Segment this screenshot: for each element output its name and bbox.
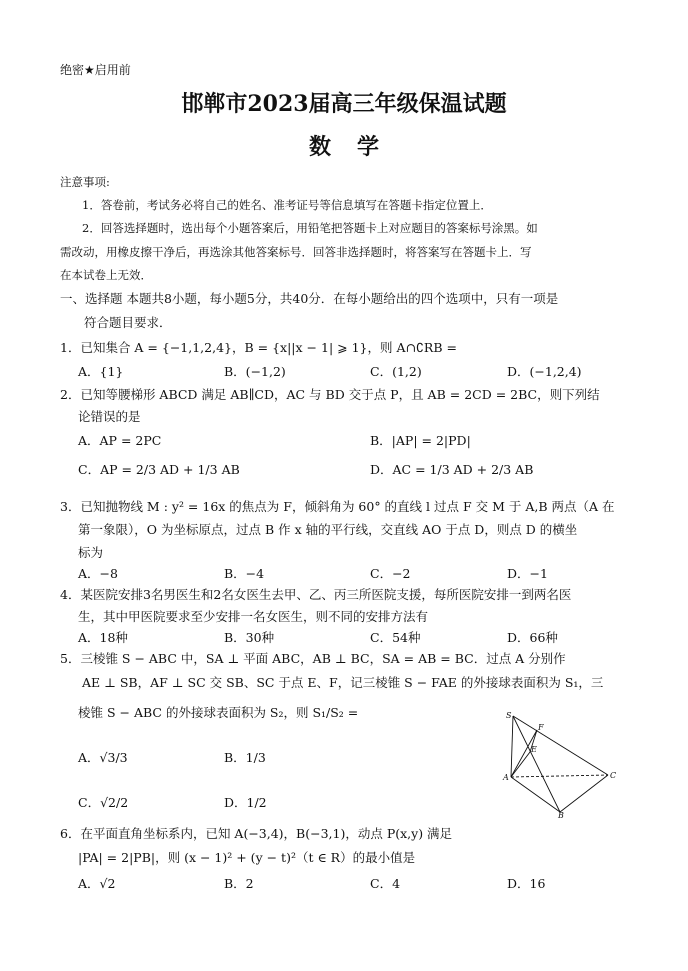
question-6-option-c: C．4 — [370, 876, 401, 891]
question-1-option-d: D．(−1,2,4) — [507, 364, 582, 379]
question-2-option-a: A．AP = 2PC — [78, 433, 162, 448]
question-2-stem-line-2: 论错误的是 — [78, 409, 141, 424]
label-b: B — [558, 811, 564, 818]
pyramid-figure — [500, 708, 640, 818]
question-3-stem-line-3: 标为 — [78, 545, 104, 560]
question-4-option-a: A．18种 — [78, 630, 128, 645]
question-5-option-b: B．1/3 — [224, 750, 266, 765]
question-5-option-c: C．√2/2 — [78, 795, 129, 810]
label-f: F — [538, 723, 544, 732]
edge-ac — [511, 775, 608, 777]
edge-sa — [511, 716, 513, 777]
question-6-option-a: A．√2 — [78, 876, 116, 891]
question-1-option-a: A．{1} — [78, 364, 124, 379]
question-4-stem-line-1: 4．某医院安排3名男医生和2名女医生去甲、乙、丙三所医院支援，每所医院安排一到两名医 — [60, 587, 572, 602]
question-5-option-d: D．1/2 — [224, 795, 267, 810]
question-1-option-b: B．(−1,2) — [224, 364, 286, 379]
section-heading-line-1: 一、选择题 本题共8小题，每小题5分，共40分．在每小题给出的四个选项中，只有一项是 — [60, 291, 559, 306]
secret-mark: 绝密★启用前 — [60, 63, 131, 77]
notes-item-2-line-1: 2．回答选择题时，选出每个小题答案后，用铅笔把答题卡上对应题目的答案标号涂黑。如 — [82, 221, 538, 235]
exam-title: 邯郸市2023届高三年级保温试题 — [181, 91, 507, 117]
question-1-option-c: C．(1,2) — [370, 364, 422, 379]
question-5-stem-line-1: 5．三棱锥 S − ABC 中，SA ⊥ 平面 ABC，AB ⊥ BC，SA = AB = BC．过点 A 分别作 — [60, 651, 566, 666]
notes-item-1: 1．答卷前，考试务必将自己的姓名、准考证号等信息填写在答题卡指定位置上． — [82, 198, 492, 212]
question-3-option-d: D．−1 — [507, 566, 548, 581]
question-3-option-a: A．−8 — [78, 566, 118, 581]
question-6-option-b: B．2 — [224, 876, 254, 891]
label-a: A — [503, 773, 509, 782]
question-2-option-d: D．AC = 1/3 AD + 2/3 AB — [370, 462, 534, 477]
notes-item-2-line-2: 需改动，用橡皮擦干净后，再选涂其他答案标号．回答非选择题时，将答案写在答题卡上．写 — [60, 245, 532, 259]
question-4-option-d: D．66种 — [507, 630, 558, 645]
question-5-option-a: A．√3/3 — [78, 750, 128, 765]
question-5-stem-line-2: AE ⊥ SB，AF ⊥ SC 交 SB、SC 于点 E、F，记三棱锥 S − FAE 的外接球表面积为 S₁，三 — [82, 675, 604, 690]
notes-heading: 注意事项: — [60, 175, 110, 189]
label-c: C — [610, 771, 617, 780]
segment-ae — [511, 752, 530, 777]
notes-item-2-line-3: 在本试卷上无效． — [60, 268, 152, 282]
subject-title: 数学 — [308, 134, 405, 160]
question-3-stem-line-2: 第一象限），O 为坐标原点，过点 B 作 x 轴的平行线，交直线 AO 于点 D，则点 D 的横坐 — [78, 522, 578, 537]
question-2-stem-line-1: 2．已知等腰梯形 ABCD 满足 AB∥CD，AC 与 BD 交于点 P，且 AB = 2CD = 2BC，则下列结 — [60, 387, 600, 402]
question-6-stem-line-2: |PA| = 2|PB|，则 (x − 1)² + (y − t)²（t ∈ R）的最小值是 — [78, 850, 416, 865]
question-1-stem: 1．已知集合 A = {−1,1,2,4}，B = {x||x − 1| ⩾ 1}，则 A∩∁RB = — [60, 340, 457, 355]
question-5-stem-line-3: 棱锥 S − ABC 的外接球表面积为 S₂，则 S₁/S₂ = — [78, 705, 359, 720]
question-6-option-d: D．16 — [507, 876, 546, 891]
question-2-option-b: B．|AP| = 2|PD| — [370, 433, 471, 448]
question-3-option-b: B．−4 — [224, 566, 265, 581]
section-heading-line-2: 符合题目要求． — [84, 315, 172, 330]
label-s: S — [506, 711, 512, 720]
question-2-option-c: C．AP = 2/3 AD + 1/3 AB — [78, 462, 240, 477]
edge-bc — [560, 775, 608, 812]
question-3-stem-line-1: 3．已知抛物线 M : y² = 16x 的焦点为 F，倾斜角为 60° 的直线 l 过点 F 交 M 于 A,B 两点（A 在 — [60, 499, 615, 514]
question-4-option-b: B．30种 — [224, 630, 275, 645]
question-4-stem-line-2: 生，其中甲医院要求至少安排一名女医生，则不同的安排方法有 — [78, 609, 429, 624]
label-e: E — [531, 745, 537, 754]
question-4-option-c: C．54种 — [370, 630, 421, 645]
edge-ab — [511, 777, 560, 812]
question-6-stem-line-1: 6．在平面直角坐标系内，已知 A(−3,4)，B(−3,1)，动点 P(x,y) 满足 — [60, 826, 453, 841]
question-3-option-c: C．−2 — [370, 566, 411, 581]
